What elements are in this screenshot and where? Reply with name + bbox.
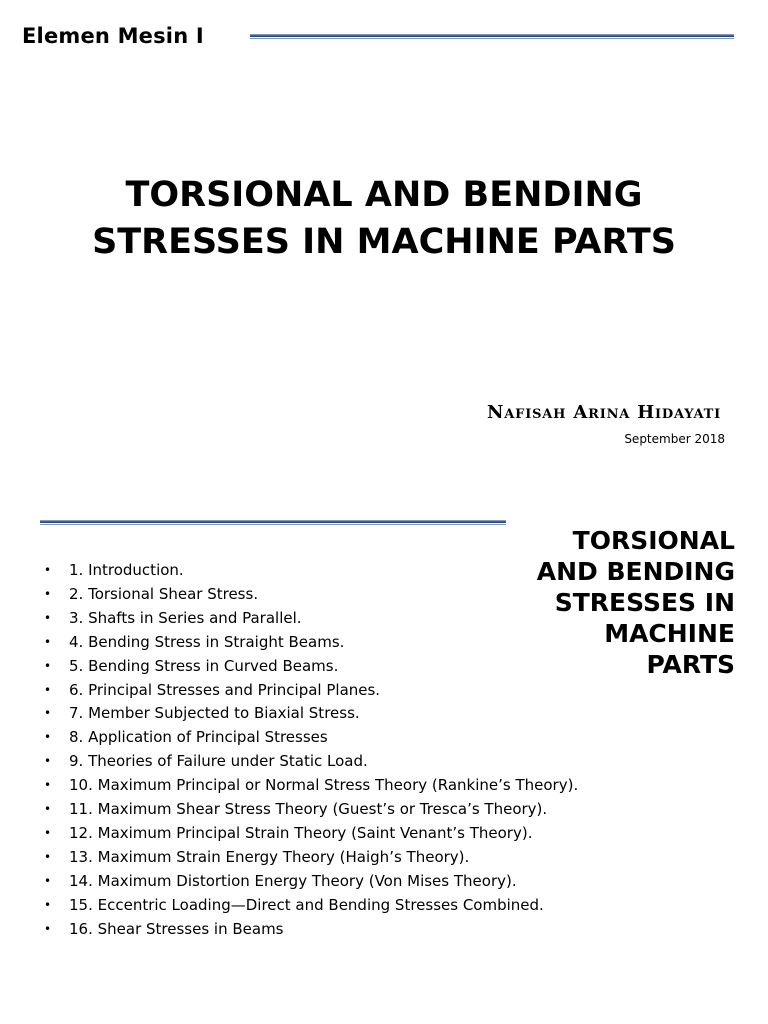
topic-item [44,822,578,846]
header-divider-line [250,38,734,39]
topic-item [44,774,578,798]
outline-divider-line [40,524,506,525]
topic-text: 4. Bending Stress in Straight Beams. [69,632,345,651]
title-slide [0,0,768,500]
side-title-line: PARTS [646,650,735,679]
topic-text: 16. Shear Stresses in Beams [69,919,284,938]
bullet-icon: • [44,897,52,912]
side-title-line: AND BENDING [536,557,735,586]
bullet-icon: • [44,825,52,840]
outline-slide [0,500,768,1024]
bullet-icon: • [44,921,52,936]
topic-item [44,583,578,607]
topic-text: 10. Maximum Principal or Normal Stress Theory (Rankine’s Theory). [69,776,579,795]
slide-title-line-1: TORSIONAL AND BENDING [125,175,643,215]
topic-item [44,655,578,679]
topic-text: 8. Application of Principal Stresses [69,728,328,747]
bullet-icon: • [44,778,52,793]
bullet-icon: • [44,706,52,721]
topic-item [44,726,578,750]
topic-text: 7. Member Subjected to Biaxial Stress. [69,704,360,723]
topic-item [44,607,578,631]
bullet-icon: • [44,754,52,769]
topic-list [44,559,578,942]
topic-item [44,894,578,918]
bullet-icon: • [44,802,52,817]
author-name: Nafisah Arina Hidayati [487,402,721,423]
topic-item [44,631,578,655]
slide-title [40,172,728,266]
bullet-icon: • [44,682,52,697]
side-title-line: TORSIONAL [572,526,735,555]
topic-item [44,846,578,870]
side-title-line: STRESSES IN [554,588,735,617]
topic-text: 12. Maximum Principal Strain Theory (Saint Venant’s Theory). [69,823,533,842]
bullet-icon: • [44,610,52,625]
topic-text: 11. Maximum Shear Stress Theory (Guest’s or Tresca’s Theory). [69,800,548,819]
bullet-icon: • [44,634,52,649]
topic-item [44,702,578,726]
header-divider-bar [250,34,734,37]
course-title: Elemen Mesin I [22,24,204,48]
bullet-icon: • [44,849,52,864]
topic-text: 1. Introduction. [69,561,184,579]
side-title-line: MACHINE [604,619,735,648]
topic-text: 6. Principal Stresses and Principal Planes. [69,680,381,699]
slide-title-line-2: STRESSES IN MACHINE PARTS [92,222,676,262]
outline-divider-bar [40,520,506,523]
topic-item [44,559,578,583]
topic-text: 2. Torsional Shear Stress. [69,584,259,603]
topic-item [44,679,578,703]
topic-item [44,798,578,822]
bullet-icon: • [44,730,52,745]
topic-text: 15. Eccentric Loading—Direct and Bending Stresses Combined. [69,895,544,914]
topic-item [44,918,578,942]
outline-divider [40,519,506,526]
topic-item [44,870,578,894]
presentation-date: September 2018 [624,432,725,446]
topic-item [44,750,578,774]
topic-text: 14. Maximum Distortion Energy Theory (Von Mises Theory). [69,871,517,890]
bullet-icon: • [44,873,52,888]
header-divider [250,33,734,40]
bullet-icon: • [44,586,52,601]
bullet-icon: • [44,658,52,673]
topic-text: 3. Shafts in Series and Parallel. [69,608,302,627]
topic-text: 9. Theories of Failure under Static Load. [69,752,368,771]
bullet-icon: • [44,563,52,577]
topic-text: 5. Bending Stress in Curved Beams. [69,656,339,675]
topic-text: 13. Maximum Strain Energy Theory (Haigh’s Theory). [69,847,470,866]
